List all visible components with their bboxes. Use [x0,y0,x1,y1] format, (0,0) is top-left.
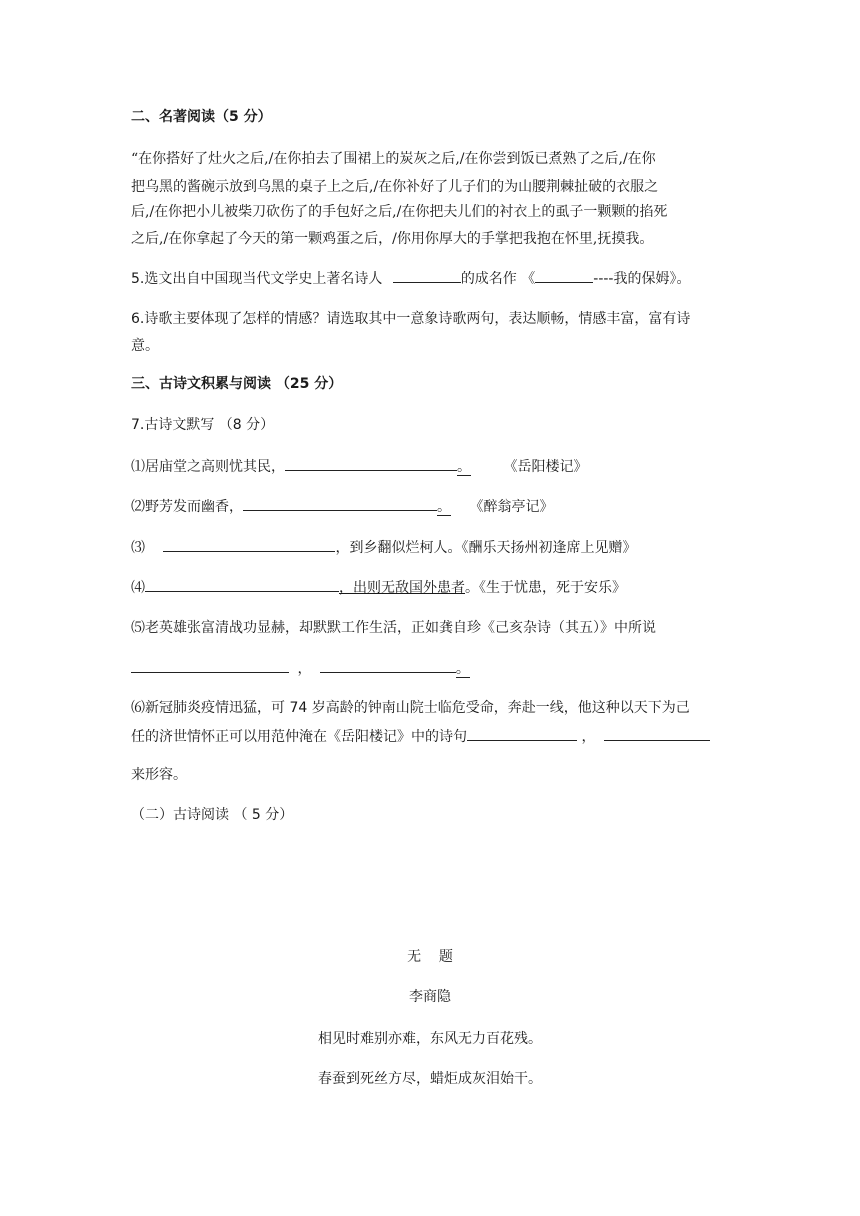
passage-line-2: 把乌黑的酱碗示放到乌黑的桌子上之后,/在你补好了儿子们的为山腰荆棘扯破的衣服之 [131,179,659,195]
passage-line-4: 之后,/在你拿起了今天的第一颗鸡蛋之后，/你用你厚大的手掌把我抱在怀里,抚摸我。 [131,231,654,247]
item4-num: ⑷ [131,580,145,596]
item2-text: ⑵野芳发而幽香， [131,499,243,515]
subsection-poem-reading: （二）古诗阅读 （ 5 分） [131,807,294,823]
recite-item-5-line-2 [131,658,470,679]
item6-blank-1[interactable] [467,726,577,741]
recite-item-6-line-2 [131,726,710,747]
item6-blank-2[interactable] [604,726,710,741]
item1-text: ⑴居庙堂之高则忧其民， [131,459,285,475]
poem-author: 李商隐 [409,989,451,1005]
passage-line-3: 后,/在你把小儿被柴刀砍伤了的手包好之后,/在你把夫儿们的衬衣上的虱子一颗颗的掐死 [131,204,668,220]
poem-title: 无 题 [407,949,453,965]
item4-mid: ，出则无敌国外患者 [339,580,465,596]
recite-item-5-line-1: ⑸老英雄张富清战功显赫，却默默工作生活，正如龚自珍《己亥杂诗（其五）》中所说 [131,620,656,636]
item1-blank[interactable] [285,456,457,471]
q5-blank-title[interactable] [535,268,593,283]
item3-blank[interactable] [163,537,335,552]
item5-comma: ， [297,661,312,677]
q5-blank-poet[interactable] [393,268,461,283]
item5-blank-2[interactable] [320,658,456,673]
recite-item-1 [131,456,587,477]
q5-text-a: 5.选文出自中国现当代文学史上著名诗人 [131,271,383,287]
item1-end: 。 [457,459,471,475]
q5-text-c: ----我的保姆》。 [593,271,691,287]
passage-line-1: “在你搭好了灶火之后,/在你拍去了围裙上的炭灰之后,/在你尝到饭已煮熟了之后,/在你 [131,151,656,167]
question-7-heading: 7.古诗文默写 （8 分） [131,417,275,433]
q5-text-b: 的成名作 《 [460,271,536,287]
poem-line-1: 相见时难别亦难，东风无力百花残。 [318,1031,542,1047]
item2-blank[interactable] [243,496,437,511]
question-6-line-2: 意。 [131,338,159,354]
section2-heading: 二、名著阅读（5 分） [131,109,272,125]
item5-blank-1[interactable] [131,658,289,673]
item3-num: ⑶ [131,540,145,556]
item4-source: 。《生于忧患，死于安乐》 [465,580,626,596]
question-5 [131,268,690,289]
item2-end: 。 [437,499,451,515]
recite-item-6-line-3: 来形容。 [131,767,187,783]
item6-comma: ， [581,729,596,745]
item6-text: 任的济世情怀正可以用范仲淹在《岳阳楼记》中的诗句 [131,729,467,745]
item4-blank[interactable] [145,577,339,592]
section3-heading: 三、古诗文积累与阅读 （25 分） [131,376,343,392]
recite-item-2 [131,496,553,517]
item3-rest: ，到乡翻似烂柯人。《酬乐天扬州初逢席上见赠》 [335,540,637,556]
recite-item-6-line-1: ⑹新冠肺炎疫情迅猛，可 74 岁高龄的钟南山院士临危受命，奔赴一线，他这种以天下为己 [131,700,690,716]
recite-item-4 [131,577,626,598]
item5-end: 。 [455,661,470,677]
recite-item-3 [131,537,636,558]
item2-source: 《醉翁亭记》 [469,499,554,515]
poem-line-2: 春蚕到死丝方尽，蜡炬成灰泪始干。 [318,1071,542,1087]
question-6-line-1: 6.诗歌主要体现了怎样的情感？请选取其中一意象诗歌两句，表达顺畅，情感丰富，富有诗 [131,311,691,327]
item1-source: 《岳阳楼记》 [503,459,588,475]
